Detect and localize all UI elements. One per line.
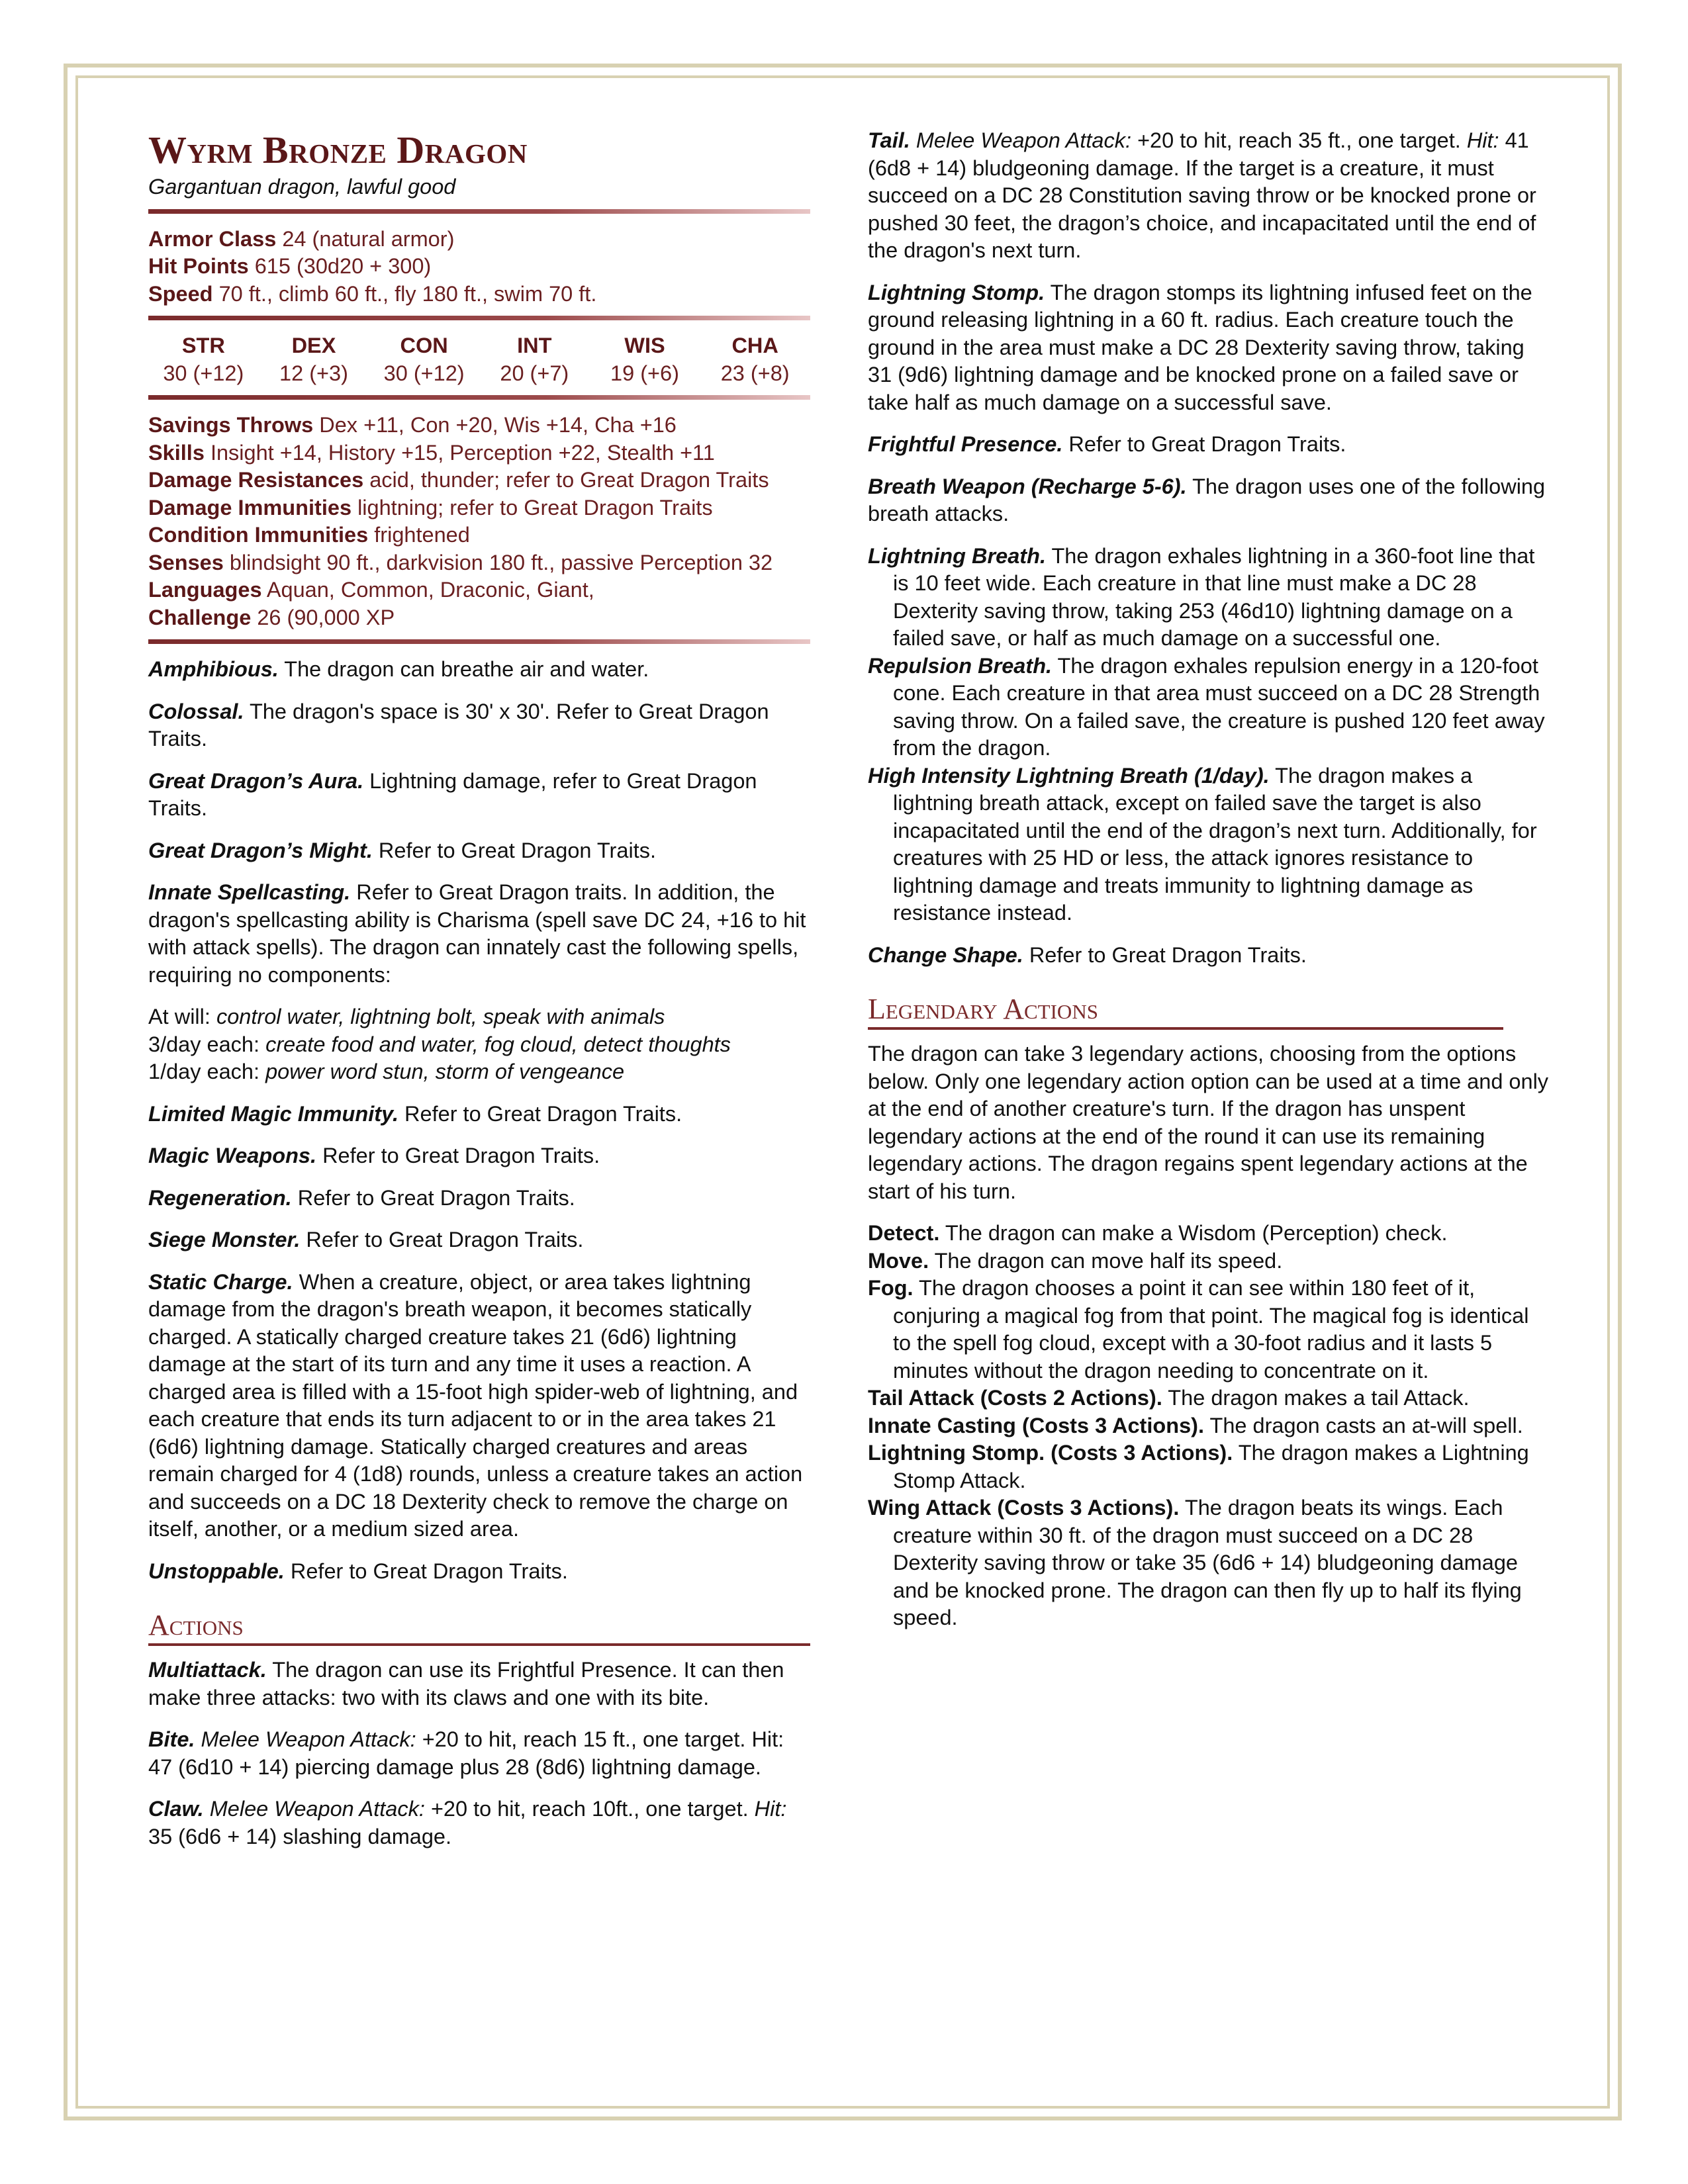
actions-heading: Actions bbox=[148, 1608, 810, 1646]
spell-line: 1/day each: power word stun, storm of vengeance bbox=[148, 1060, 625, 1083]
monster-name: Wyrm Bronze Dragon bbox=[148, 128, 528, 171]
senses: Senses blindsight 90 ft., darkvision 180 ft., passive Perception 32 bbox=[148, 550, 773, 574]
ability-wis: WIS 19 (+6) bbox=[610, 334, 679, 385]
legendary-lightning-stomp: Lightning Stomp. (Costs 3 Actions). The dragon makes a Lightning Stomp Attack. bbox=[868, 1441, 1529, 1492]
divider bbox=[148, 316, 810, 320]
trait-colossal: Colossal. The dragon's space is 30' x 30'. Refer to Great Dragon Traits. bbox=[148, 699, 769, 751]
ability-con: CON 30 (+12) bbox=[383, 334, 465, 385]
trait-amphibious: Amphibious. The dragon can breathe air and water. bbox=[148, 657, 649, 681]
divider bbox=[148, 209, 810, 214]
trait-unstoppable: Unstoppable. Refer to Great Dragon Traits. bbox=[148, 1559, 568, 1583]
ability-scores bbox=[148, 332, 810, 387]
condition-immunities: Condition Immunities frightened bbox=[148, 523, 470, 547]
legendary-move: Move. The dragon can move half its speed. bbox=[868, 1248, 1283, 1273]
action-lightning-stomp: Lightning Stomp. The dragon stomps its lightning infused feet on the ground releasing lightning in a 60 ft. radius. Each creature touch the ground in the area must make a DC 28 Dexterity saving throw, taking 31 (9d6) lightning damage and be knocked prone on a failed save or take half as much damage on a successful save. bbox=[868, 280, 1532, 414]
spell-line: At will: control water, lightning bolt, speak with animals bbox=[148, 1005, 665, 1028]
action-change-shape: Change Shape. Refer to Great Dragon Traits. bbox=[868, 942, 1307, 967]
action-claw: Claw. Melee Weapon Attack: +20 to hit, reach 10ft., one target. Hit: 35 (6d6 + 14) slashing damage. bbox=[148, 1797, 787, 1848]
trait-regeneration: Regeneration. Refer to Great Dragon Traits. bbox=[148, 1185, 575, 1210]
ability-int: INT 20 (+7) bbox=[500, 334, 569, 385]
armor-class: Armor Class 24 (natural armor) bbox=[148, 226, 455, 251]
legendary-detect: Detect. The dragon can make a Wisdom (Perception) check. bbox=[868, 1221, 1448, 1245]
spell-line: 3/day each: create food and water, fog cloud, detect thoughts bbox=[148, 1032, 731, 1056]
ability-str: STR 30 (+12) bbox=[163, 334, 244, 385]
action-breath-weapon: Breath Weapon (Recharge 5-6). The dragon uses one of the following breath attacks. bbox=[868, 474, 1546, 525]
legendary-list bbox=[868, 1220, 1550, 1632]
damage-immunities: Damage Immunities lightning; refer to Great Dragon Traits bbox=[148, 495, 713, 520]
trait-limited-magic-immunity: Limited Magic Immunity. Refer to Great Dragon Traits. bbox=[148, 1101, 682, 1126]
spacer bbox=[148, 1086, 810, 1101]
hit-points: Hit Points 615 (30d20 + 300) bbox=[148, 254, 432, 278]
divider bbox=[148, 639, 810, 644]
legendary-intro: The dragon can take 3 legendary actions, choosing from the options below. Only one legendary action option can be used at a time and only at the end of another creature's turn. If the dragon has unspent legendary actions at the end of the round it can use its remaining legendary actions. The dragon regains spent legendary actions at the start of his turn. bbox=[868, 1042, 1549, 1203]
legendary-actions-heading: Legendary Actions bbox=[868, 991, 1503, 1030]
legendary-tail-attack: Tail Attack (Costs 2 Actions). The dragon makes a tail Attack. bbox=[868, 1386, 1470, 1410]
divider bbox=[148, 395, 810, 400]
left-column bbox=[148, 127, 810, 1865]
damage-resistances: Damage Resistances acid, thunder; refer to Great Dragon Traits bbox=[148, 468, 769, 492]
breath-repulsion: Repulsion Breath. The dragon exhales repulsion energy in a 120-foot cone. Each creature in that area must succeed on a DC 28 Strength saving throw. On a failed save, the creature is pushed 120 feet away from the dragon. bbox=[868, 653, 1545, 760]
trait-aura: Great Dragon’s Aura. Lightning damage, refer to Great Dragon Traits. bbox=[148, 768, 757, 820]
monster-type: Gargantuan dragon, lawful good bbox=[148, 175, 456, 199]
trait-magic-weapons: Magic Weapons. Refer to Great Dragon Traits. bbox=[148, 1144, 600, 1167]
trait-siege-monster: Siege Monster. Refer to Great Dragon Traits. bbox=[148, 1228, 584, 1251]
ability-cha: CHA 23 (+8) bbox=[720, 334, 790, 385]
legendary-innate-casting: Innate Casting (Costs 3 Actions). The dragon casts an at-will spell. bbox=[868, 1413, 1523, 1437]
trait-innate-spellcasting: Innate Spellcasting. Refer to Great Dragon traits. In addition, the dragon's spellcasting ability is Charisma (spell save DC 24, +16 to hit with attack spells). The dragon can innately cast the following spells, requiring no components: bbox=[148, 880, 806, 987]
ability-dex: DEX 12 (+3) bbox=[279, 334, 348, 385]
legendary-fog: Fog. The dragon chooses a point it can see within 180 feet of it, conjuring a magical fog from that point. The magical fog is identical to the spell fog cloud, except with a 30-foot radius and it lasts 5 minutes without the dragon needing to concentrate on it. bbox=[868, 1276, 1529, 1383]
legendary-wing-attack: Wing Attack (Costs 3 Actions). The dragon beats its wings. Each creature within 30 ft. of the dragon must succeed on a DC 28 Dexterity saving throw or take 35 (6d6 + 14) bludgeoning damage and be knocked prone. The dragon can then fly up to half its flying speed. bbox=[868, 1496, 1522, 1629]
action-bite: Bite. Melee Weapon Attack: +20 to hit, reach 15 ft., one target. Hit: 47 (6d10 + 14) piercing damage plus 28 (8d6) lightning damage. bbox=[148, 1727, 784, 1779]
trait-static-charge: Static Charge. When a creature, object, or area takes lightning damage from the dragon's breath weapon, it becomes statically charged. A statically charged creature takes 21 (6d6) lightning damage at the start of its turn and any time it uses a reaction. A charged area is filled with a 15-foot high spider-web of lightning, and each creature that ends its turn adjacent to or in the area takes 21 (6d6) lightning damage. Statically charged creatures and areas remain charged for 4 (1d8) rounds, unless a creature takes an action and succeeds on a DC 18 Dexterity check to remove the charge on itself, another, or a medium sized area. bbox=[148, 1269, 803, 1541]
saving-throws: Savings Throws Dex +11, Con +20, Wis +14, Cha +16 bbox=[148, 413, 677, 437]
breath-options bbox=[868, 543, 1550, 927]
breath-lightning: Lightning Breath. The dragon exhales lightning in a 360-foot line that is 10 feet wide. Each creature in that line must make a DC 28 Dexterity saving throw, taking 253 (46d10) lightning damage on a failed save, or half as much damage on a successful one. bbox=[868, 543, 1535, 650]
action-multiattack: Multiattack. The dragon can use its Frightful Presence. It can then make three attacks: two with its claws and one with its bite. bbox=[148, 1658, 784, 1709]
right-column bbox=[868, 127, 1550, 1632]
action-frightful-presence: Frightful Presence. Refer to Great Dragon Traits. bbox=[868, 432, 1346, 456]
challenge: Challenge 26 (90,000 XP bbox=[148, 605, 395, 629]
spell-list bbox=[148, 1003, 810, 1086]
breath-high-intensity: High Intensity Lightning Breath (1/day). The dragon makes a lightning breath attack, except on failed save the target is also incapacitated until the end of the dragon’s next turn. Additionally, for creatures with 25 HD or less, the attack ignores resistance to lightning damage and treats immunity to lightning damage as resistance instead. bbox=[868, 763, 1537, 925]
action-tail: Tail. Melee Weapon Attack: +20 to hit, reach 35 ft., one target. Hit: 41 (6d8 + 14) bludgeoning damage. If the target is a creature, it must succeed on a DC 28 Constitution saving throw or be knocked prone or pushed 30 feet, the dragon’s choice, and incapacitated until the end of the dragon's next turn. bbox=[868, 128, 1536, 262]
speed: Speed 70 ft., climb 60 ft., fly 180 ft., swim 70 ft. bbox=[148, 281, 597, 306]
skills: Skills Insight +14, History +15, Perception +22, Stealth +11 bbox=[148, 440, 715, 465]
languages: Languages Aquan, Common, Draconic, Giant, bbox=[148, 578, 594, 602]
trait-might: Great Dragon’s Might. Refer to Great Dragon Traits. bbox=[148, 838, 656, 862]
